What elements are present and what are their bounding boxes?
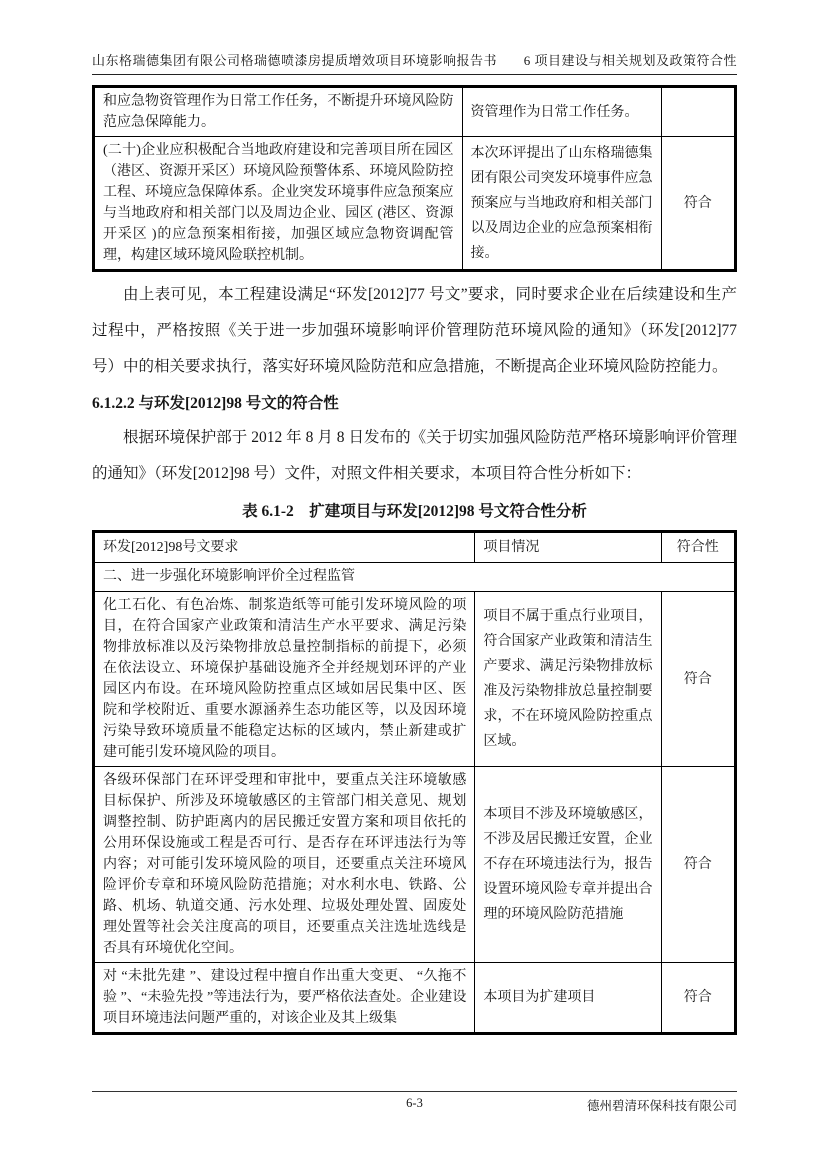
compliance-table-77-continued bbox=[92, 85, 737, 272]
column-header-requirement: 环发[2012]98号文要求 bbox=[94, 532, 475, 563]
compliance-table-98 bbox=[92, 530, 737, 1035]
conformity-cell bbox=[661, 87, 735, 137]
conformity-cell: 符合 bbox=[661, 767, 735, 963]
requirement-cell: 各级环保部门在环评受理和审批中，要重点关注环境敏感目标保护、所涉及环境敏感区的主管部门相关意见、规划调整控制、防护距离内的居民搬迁安置方案和项目依托的公用环保设施或工程是否可行、是否存在环评违法行为等内容；对可能引发环境风险的项目，还要重点关注环境风险评价专章和环境风险防范措施；对水利水电、铁路、公路、机场、轨道交通、污水处理、垃圾处理处置、固废处理处置等社会关注度高的项目，还要重点关注选址选线是否具有环境优化空间。 bbox=[94, 767, 475, 963]
requirement-cell: 化工石化、有色冶炼、制浆造纸等可能引发环境风险的项目，在符合国家产业政策和清洁生产水平要求、满足污染物排放标准以及污染物排放总量控制指标的前提下，必须在依法设立、环境保护基础设施齐全并经规划环评的产业园区内布设。在环境风险防控重点区域如居民集中区、医院和学校附近、重要水源涵养生态功能区等，以及因环境污染导致环境质量不能稳定达标的区域内，禁止新建或扩建可能引发环境风险的项目。 bbox=[94, 592, 475, 767]
table-caption-6-1-2: 表 6.1-2 扩建项目与环发[2012]98 号文符合性分析 bbox=[242, 503, 587, 520]
header-chapter-title: 6 项目建设与相关规划及政策符合性 bbox=[523, 53, 737, 68]
paragraph-conclusion-77: 由上表可见，本工程建设满足“环发[2012]77 号文”要求，同时要求企业在后续建设和生产过程中，严格按照《关于进一步加强环境影响评价管理防范环境风险的通知》（环发[2012]77 号）中的相关要求执行，落实好环境风险防范和应急措施，不断提高企业环境风险防控能力。 bbox=[92, 286, 737, 375]
table-row bbox=[94, 592, 736, 767]
conformity-cell: 符合 bbox=[661, 963, 735, 1034]
section-title-cell: 二、进一步强化环境影响评价全过程监管 bbox=[94, 563, 736, 592]
page-content bbox=[92, 50, 737, 1035]
page-number: 6-3 bbox=[406, 1096, 423, 1110]
situation-cell: 项目不属于重点行业项目，符合国家产业政策和清洁生产要求、满足污染物排放标准及污染物排放总量控制要求，不在环境风险防控重点区域。 bbox=[475, 592, 661, 767]
conformity-cell: 符合 bbox=[661, 592, 735, 767]
table-header-row bbox=[94, 532, 736, 563]
header-report-title: 山东格瑞德集团有限公司格瑞德喷漆房提质增效项目环境影响报告书 bbox=[92, 53, 498, 68]
situation-cell: 本项目为扩建项目 bbox=[475, 963, 661, 1034]
company-name: 德州碧清环保科技有限公司 bbox=[586, 1099, 737, 1113]
page-header bbox=[92, 50, 737, 75]
requirement-cell: (二十)企业应积极配合当地政府建设和完善项目所在园区（港区、资源开采区）环境风险预警体系、环境风险防控工程、环境应急保障体系。企业突发环境事件应急预案应与当地政府和相关部门以及周边企业、园区 (港区、资源开采区 )的应急预案相衔接，加强区域应急物资调配管理，构建区域环境风险联控机制。 bbox=[94, 137, 463, 271]
situation-cell: 资管理作为日常工作任务。 bbox=[462, 87, 661, 137]
situation-cell: 本项目不涉及环境敏感区，不涉及居民搬迁安置，企业不存在环境违法行为，报告设置环境风险专章并提出合理的环境风险防范措施 bbox=[475, 767, 661, 963]
table-row bbox=[94, 87, 736, 137]
table-row bbox=[94, 137, 736, 271]
requirement-cell: 和应急物资管理作为日常工作任务，不断提升环境风险防范应急保障能力。 bbox=[94, 87, 463, 137]
requirement-cell: 对 “未批先建 ”、建设过程中擅自作出重大变更、 “久拖不验 ”、“未验先投 ”等违法行为，要严格依法查处。企业建设项目环境违法问题严重的，对该企业及其上级集 bbox=[94, 963, 475, 1034]
conformity-cell: 符合 bbox=[661, 137, 735, 271]
table-row bbox=[94, 963, 736, 1034]
paragraph-intro-98: 根据环境保护部于 2012 年 8 月 8 日发布的《关于切实加强风险防范严格环境影响评价管理的通知》（环发[2012]98 号）文件，对照文件相关要求，本项目符合性分析如下： bbox=[92, 429, 737, 482]
table-section-row bbox=[94, 563, 736, 592]
page-footer bbox=[92, 1091, 737, 1117]
column-header-situation: 项目情况 bbox=[475, 532, 661, 563]
column-header-conformity: 符合性 bbox=[661, 532, 735, 563]
table-row bbox=[94, 767, 736, 963]
section-heading-6-1-2-2: 6.1.2.2 与环发[2012]98 号文的符合性 bbox=[92, 395, 339, 412]
situation-cell: 本次环评提出了山东格瑞德集团有限公司突发环境事件应急预案应与当地政府和相关部门以及周边企业的应急预案相衔接。 bbox=[462, 137, 661, 271]
